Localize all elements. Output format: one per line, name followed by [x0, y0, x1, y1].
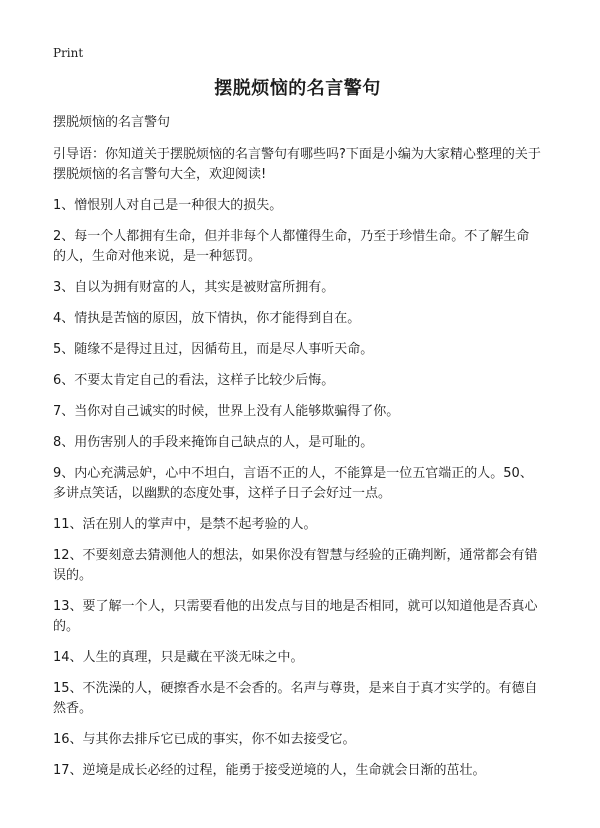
quote-item: 2、每一个人都拥有生命，但并非每个人都懂得生命，乃至于珍惜生命。不了解生命的人，生命对他来说，是一种惩罚。	[53, 229, 530, 264]
print-link[interactable]: Print	[53, 46, 84, 60]
quote-item: 5、随缘不是得过且过，因循苟且，而是尽人事听天命。	[53, 342, 374, 357]
quote-item: 14、人生的真理，只是藏在平淡无味之中。	[53, 650, 304, 665]
quote-item: 7、当你对自己诚实的时候，世界上没有人能够欺骗得了你。	[53, 404, 400, 419]
article-subtitle: 摆脱烦恼的名言警句	[53, 115, 171, 130]
quote-item: 1、憎恨别人对自己是一种很大的损失。	[53, 198, 283, 213]
quote-item: 8、用伤害别人的手段来掩饰自己缺点的人，是可耻的。	[53, 435, 374, 450]
quote-item: 9、内心充满忌妒，心中不坦白，言语不正的人，不能算是一位五官端正的人。50、多讲点笑话，以幽默的态度处事，这样子日子会好过一点。	[53, 466, 533, 501]
quote-item: 4、情执是苦恼的原因，放下情执，你才能得到自在。	[53, 311, 361, 326]
quote-item: 12、不要刻意去猜测他人的想法，如果你没有智慧与经验的正确判断，通常都会有错误的。	[53, 548, 538, 583]
quote-item: 6、不要太肯定自己的看法，这样子比较少后悔。	[53, 373, 335, 388]
quote-item: 3、自以为拥有财富的人，其实是被财富所拥有。	[53, 280, 335, 295]
quote-item: 13、要了解一个人，只需要看他的出发点与目的地是否相同，就可以知道他是否真心的。	[53, 599, 538, 634]
quote-item: 15、不洗澡的人，硬擦香水是不会香的。名声与尊贵，是来自于真才实学的。有德自然香。	[53, 681, 538, 716]
page-title: 摆脱烦恼的名言警句	[214, 78, 381, 99]
intro-paragraph: 引导语：你知道关于摆脱烦恼的名言警句有哪些吗?下面是小编为大家精心整理的关于摆脱烦恼的名言警句大全，欢迎阅读!	[53, 147, 541, 182]
quote-list	[53, 196, 542, 781]
quote-item: 11、活在别人的掌声中，是禁不起考验的人。	[53, 517, 317, 532]
quote-item: 17、逆境是成长必经的过程，能勇于接受逆境的人，生命就会日渐的茁壮。	[53, 763, 486, 778]
quote-item: 16、与其你去排斥它已成的事实，你不如去接受它。	[53, 732, 356, 747]
